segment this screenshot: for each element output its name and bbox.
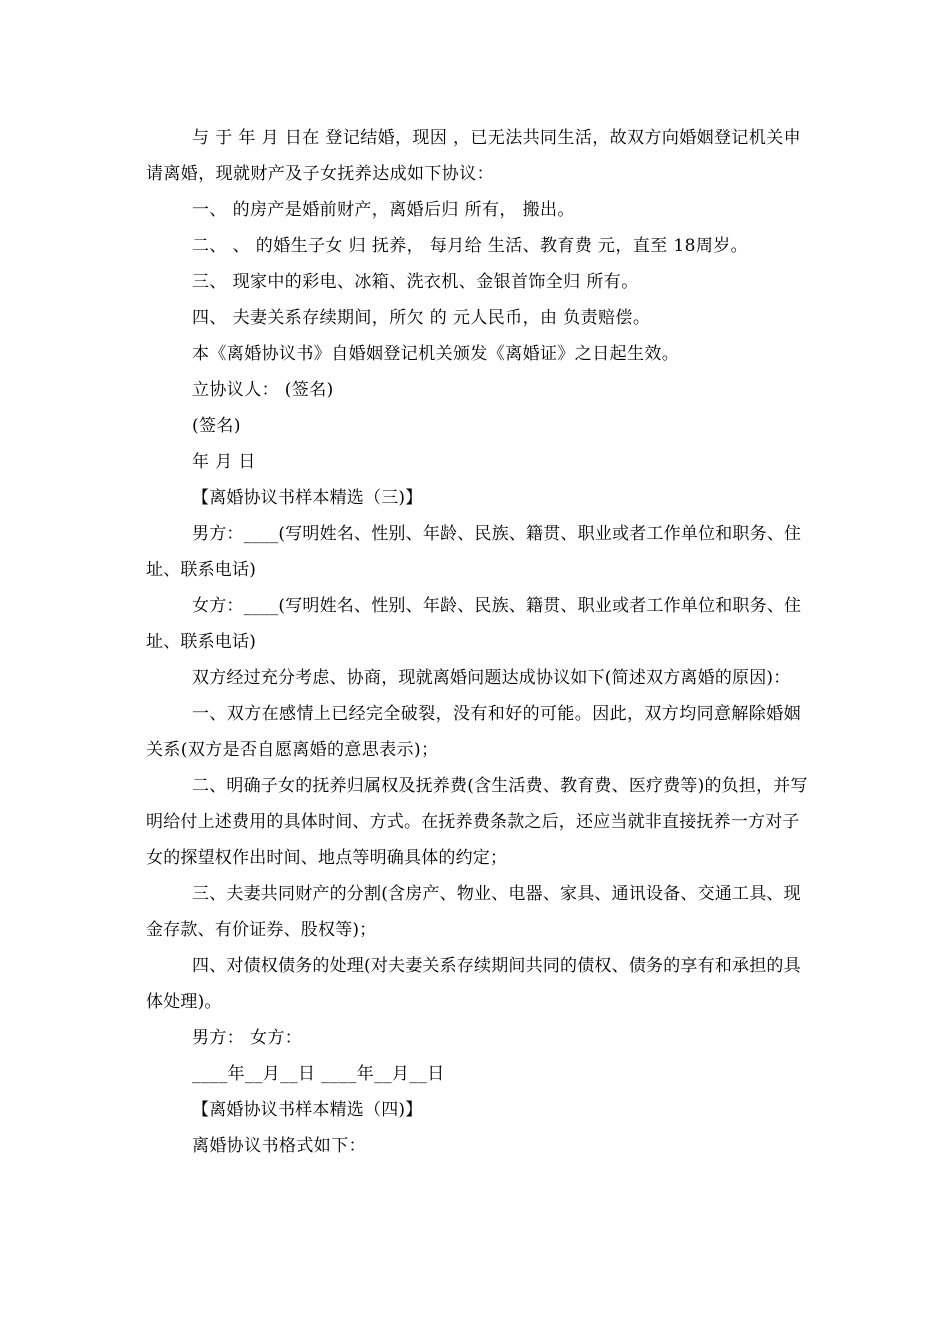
section-heading-4: 【离婚协议书样本精选（四)】 [192,1100,423,1120]
paragraph-clause-2: 二、 、 的婚生子女 归 抚养， 每月给 生活、教育费 元，直至 18周岁。 [192,236,749,256]
section-heading-3: 【离婚协议书样本精选（三)】 [192,488,423,508]
paragraph-female-party: 女方：____(写明姓名、性别、年龄、民族、籍贯、职业或者工作单位和职务、住址、联系电话) [146,596,802,652]
party-date-line: ____年__月__日 ____年__月__日 [192,1064,445,1084]
paragraph-item-3: 三、夫妻共同财产的分割(含房产、物业、电器、家具、通讯设备、交通工具、现金存款、有价证券、股权等)； [146,884,801,940]
paragraph-male-party: 男方：____(写明姓名、性别、年龄、民族、籍贯、职业或者工作单位和职务、住址、联系电话) [146,524,802,580]
paragraph-clause-3: 三、 现家中的彩电、冰箱、洗衣机、金银首饰全归 所有。 [192,272,639,292]
party-signature-line: 男方： 女方： [192,1028,303,1048]
signature-line-1: 立协议人： (签名) [192,380,334,400]
signature-line-2: (签名) [192,416,241,436]
document-body [146,120,808,1164]
paragraph-clause-4: 四、 夫妻关系存续期间，所欠 的 元人民币，由 负责赔偿。 [192,308,651,328]
date-line: 年 月 日 [192,452,256,472]
paragraph-item-4: 四、对债权债务的处理(对夫妻关系存续期间共同的债权、债务的享有和承担的具体处理)。 [146,956,801,1012]
paragraph-intro: 与 于 年 月 日在 登记结婚，现因 ，已无法共同生活，故双方向婚姻登记机关申请离婚，现就财产及子女抚养达成如下协议： [146,128,802,184]
paragraph-clause-1: 一、 的房产是婚前财产，离婚后归 所有， 搬出。 [192,200,575,220]
paragraph-format-intro: 离婚协议书格式如下： [192,1136,366,1156]
paragraph-item-1: 一、双方在感情上已经完全破裂，没有和好的可能。因此，双方均同意解除婚姻关系(双方是否自愿离婚的意思表示)； [146,704,801,760]
paragraph-effective: 本《离婚协议书》自婚姻登记机关颁发《离婚证》之日起生效。 [192,344,680,364]
paragraph-agreement: 双方经过充分考虑、协商，现就离婚问题达成协议如下(简述双方离婚的原因)： [192,668,791,688]
paragraph-item-2: 二、明确子女的抚养归属权及抚养费(含生活费、教育费、医疗费等)的负担，并写明给付上述费用的具体时间、方式。在抚养费条款之后，还应当就非直接抚养一方对子女的探望权作出时间、地点等明确具体的约定； [146,776,808,868]
